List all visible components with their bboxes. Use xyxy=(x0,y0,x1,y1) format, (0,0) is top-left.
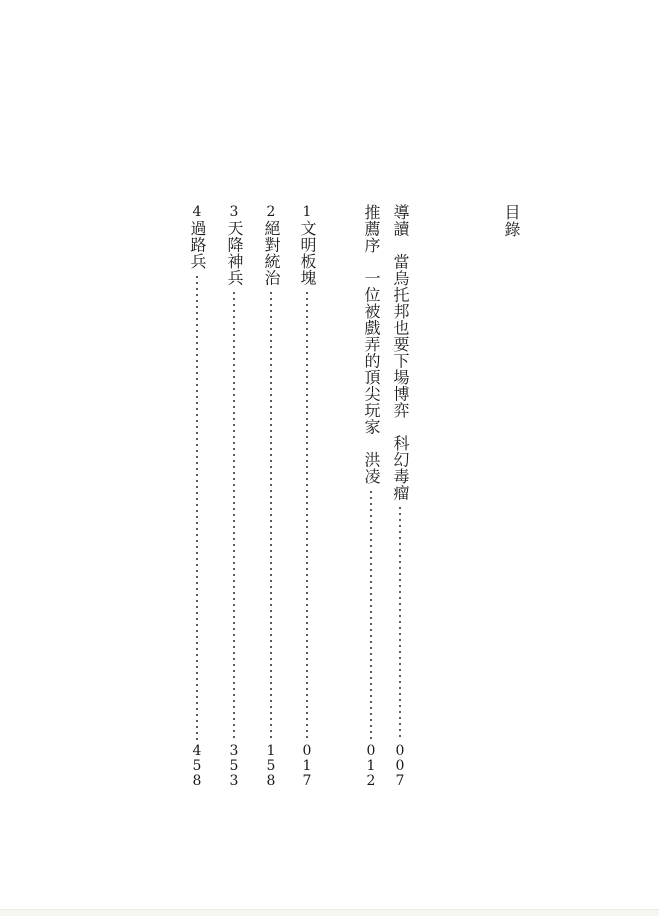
toc-entry-label: 絕對統治 xyxy=(262,220,281,286)
toc-entry-label: 文明板塊 xyxy=(298,220,317,286)
toc-page-number: 3 5 3 xyxy=(229,743,239,789)
toc-page-number: 0 1 7 xyxy=(302,743,312,789)
toc-entry-label: 過路兵 xyxy=(188,220,207,270)
dot-leader xyxy=(270,290,272,740)
page-bottom-edge xyxy=(0,909,659,916)
toc-page-number: 0 0 7 xyxy=(395,743,405,789)
dot-leader xyxy=(399,505,401,740)
toc-entry-label: 推薦序 一位被戲弄的頂尖玩家 洪凌 xyxy=(362,204,381,485)
toc-entry-label: 天降神兵 xyxy=(225,220,244,286)
dot-leader xyxy=(233,290,235,740)
toc-entry-chapter-4[interactable] xyxy=(188,204,206,789)
dot-leader xyxy=(370,489,372,741)
toc-entry-introduction[interactable] xyxy=(391,204,409,789)
chapter-number: 2 xyxy=(266,204,276,220)
toc-entry-chapter-1[interactable] xyxy=(298,204,316,789)
toc-entry-chapter-2[interactable] xyxy=(262,204,280,789)
toc-entry-chapter-3[interactable] xyxy=(225,204,243,789)
dot-leader xyxy=(306,290,308,740)
toc-page-number: 1 5 8 xyxy=(266,743,276,789)
chapter-number: 1 xyxy=(302,204,312,220)
toc-page-number: 0 1 2 xyxy=(366,743,376,789)
toc-entry-label: 導讀 當烏托邦也要下場博弈 科幻毒瘤 xyxy=(391,204,410,501)
dot-leader xyxy=(196,274,198,741)
toc-entry-preface[interactable] xyxy=(362,204,380,789)
chapter-number: 3 xyxy=(229,204,239,220)
toc-page-number: 4 5 8 xyxy=(192,743,202,789)
toc-title: 目錄 xyxy=(502,204,521,238)
chapter-number: 4 xyxy=(192,204,202,220)
